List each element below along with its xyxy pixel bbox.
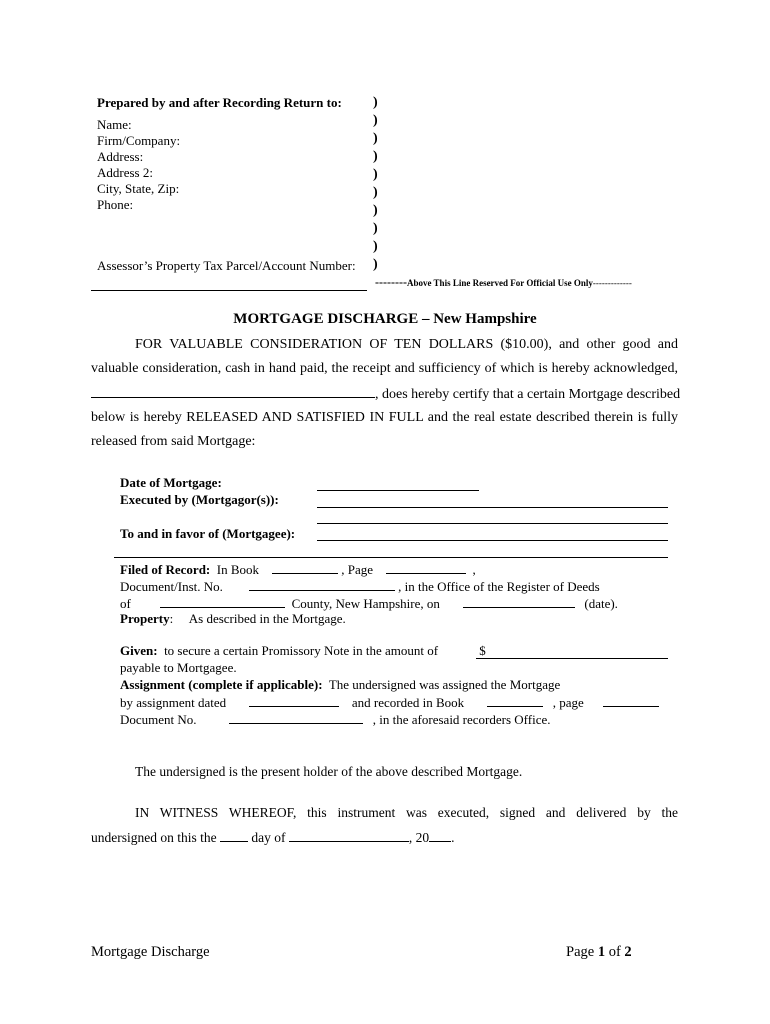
intro-line-4: below is hereby RELEASED AND SATISFIED IN FULL and the real estate described therein is fully bbox=[91, 410, 678, 425]
property-label: Property bbox=[120, 611, 170, 626]
dollar-sign: $ bbox=[479, 643, 486, 658]
reserved-official-use-line bbox=[375, 276, 632, 289]
month-blank[interactable] bbox=[289, 828, 409, 842]
document-inst-blank[interactable] bbox=[249, 577, 395, 591]
given-label: Given: bbox=[120, 643, 158, 658]
note-amount-blank[interactable] bbox=[476, 643, 668, 659]
bracket-paren: ) bbox=[373, 203, 378, 218]
bracket-paren: ) bbox=[373, 149, 378, 164]
bracket-paren: ) bbox=[373, 185, 378, 200]
mortgagee-blank[interactable] bbox=[317, 540, 668, 541]
given-text: to secure a certain Promissory Note in the amount of bbox=[164, 643, 439, 658]
filed-of-record-line bbox=[120, 560, 476, 578]
executed-by-label: Executed by (Mortgagor(s)): bbox=[120, 492, 279, 507]
city-state-zip-label: City, State, Zip: bbox=[97, 181, 180, 196]
page-prefix: Page bbox=[566, 944, 598, 960]
register-of-deeds-text: , in the Office of the Register of Deeds bbox=[398, 579, 600, 594]
document-no-blank[interactable] bbox=[229, 710, 363, 724]
county-line bbox=[120, 594, 618, 612]
page2-text: , page bbox=[552, 695, 584, 710]
witness-line-2 bbox=[91, 828, 454, 847]
page-blank[interactable] bbox=[386, 560, 466, 574]
mortgagor-blank[interactable] bbox=[317, 507, 668, 508]
property-line bbox=[120, 611, 346, 627]
record-date-blank[interactable] bbox=[463, 594, 575, 608]
filed-of-record-label: Filed of Record: bbox=[120, 562, 211, 577]
document-inst-label: Document/Inst. No. bbox=[120, 579, 223, 594]
mortgagee-blank-2[interactable] bbox=[114, 557, 668, 558]
reserved-tail: ------------- bbox=[592, 278, 632, 288]
total-pages: 2 bbox=[624, 944, 632, 960]
bracket-paren: ) bbox=[373, 167, 378, 182]
of-text: of bbox=[120, 596, 131, 611]
bracket-paren: ) bbox=[373, 113, 378, 128]
witness-text-b: day of bbox=[251, 830, 286, 845]
day-blank[interactable] bbox=[220, 828, 248, 842]
grantor-name-blank[interactable] bbox=[91, 384, 375, 398]
header-divider-line bbox=[91, 290, 367, 291]
book-blank[interactable] bbox=[272, 560, 338, 574]
mortgagor-blank-2[interactable] bbox=[317, 523, 668, 524]
intro-line-2: valuable consideration, cash in hand paid, the receipt and sufficiency of which is hereby acknowledged, bbox=[91, 361, 678, 376]
by-assignment-line bbox=[120, 693, 659, 711]
page-comma: , bbox=[472, 562, 476, 577]
intro-line-5: released from said Mortgage: bbox=[91, 434, 256, 449]
witness-line-1: IN WITNESS WHEREOF, this instrument was executed, signed and delivered by the bbox=[135, 805, 678, 820]
prepared-by-heading: Prepared by and after Recording Return to: bbox=[97, 95, 342, 110]
property-text: As described in the Mortgage. bbox=[188, 611, 346, 626]
recorded-in-book-text: and recorded in Book bbox=[351, 695, 465, 710]
given-line bbox=[120, 643, 438, 659]
assignment-book-blank[interactable] bbox=[487, 693, 543, 707]
current-page: 1 bbox=[597, 944, 606, 960]
page-of: of bbox=[605, 944, 625, 960]
intro-line-1: FOR VALUABLE CONSIDERATION OF TEN DOLLARS ($10.00), and other good and bbox=[135, 337, 678, 352]
assignment-text: The undersigned was assigned the Mortgage bbox=[328, 677, 561, 692]
address2-field-label: Address 2: bbox=[97, 165, 153, 180]
witness-text-d: . bbox=[451, 830, 455, 845]
witness-text-a: undersigned on this the bbox=[91, 830, 217, 845]
footer-document-name: Mortgage Discharge bbox=[91, 944, 210, 960]
document-title: MORTGAGE DISCHARGE – New Hampshire bbox=[233, 311, 537, 327]
date-of-mortgage-blank[interactable] bbox=[317, 490, 479, 491]
reserved-text: Above This Line Reserved For Official Use Only bbox=[406, 278, 593, 288]
payable-text: payable to Mortgagee. bbox=[120, 660, 237, 675]
assignment-date-blank[interactable] bbox=[249, 693, 339, 707]
assignment-label: Assignment (complete if applicable): bbox=[120, 677, 323, 692]
firm-field-label: Firm/Company: bbox=[97, 133, 181, 148]
assignment-page-blank[interactable] bbox=[603, 693, 659, 707]
bracket-paren: ) bbox=[373, 221, 378, 236]
in-favor-of-label: To and in favor of (Mortgagee): bbox=[120, 526, 296, 541]
county-blank[interactable] bbox=[160, 594, 285, 608]
assignment-line bbox=[120, 677, 560, 693]
date-of-mortgage-label: Date of Mortgage: bbox=[120, 475, 222, 490]
property-colon: : bbox=[169, 611, 174, 626]
phone-field-label: Phone: bbox=[97, 197, 134, 212]
in-book-text: In Book bbox=[216, 562, 260, 577]
assessor-parcel-label: Assessor’s Property Tax Parcel/Account Number: bbox=[97, 258, 356, 273]
address-field-label: Address: bbox=[97, 149, 144, 164]
name-field-label: Name: bbox=[97, 117, 132, 132]
document-no-text: Document No. bbox=[120, 712, 197, 727]
page-text: , Page bbox=[341, 562, 374, 577]
footer-page-number bbox=[566, 943, 632, 961]
document-no-line bbox=[120, 710, 551, 728]
witness-text-c: , 20 bbox=[408, 830, 430, 845]
aforesaid-text: , in the aforesaid recorders Office. bbox=[372, 712, 551, 727]
holder-statement: The undersigned is the present holder of the above described Mortgage. bbox=[135, 764, 523, 779]
county-text: County, New Hampshire, on bbox=[291, 596, 440, 611]
year-blank[interactable] bbox=[429, 828, 451, 842]
intro-line-3 bbox=[91, 384, 681, 404]
intro-line-3-text: , does hereby certify that a certain Mortgage described bbox=[375, 387, 681, 402]
bracket-paren: ) bbox=[373, 239, 378, 254]
reserved-dashes: -------- bbox=[375, 275, 407, 289]
bracket-paren: ) bbox=[373, 257, 378, 272]
document-inst-line bbox=[120, 577, 600, 595]
by-assignment-text: by assignment dated bbox=[120, 695, 227, 710]
date-paren-text: (date). bbox=[584, 596, 618, 611]
bracket-paren: ) bbox=[373, 131, 378, 146]
bracket-paren: ) bbox=[373, 95, 378, 110]
